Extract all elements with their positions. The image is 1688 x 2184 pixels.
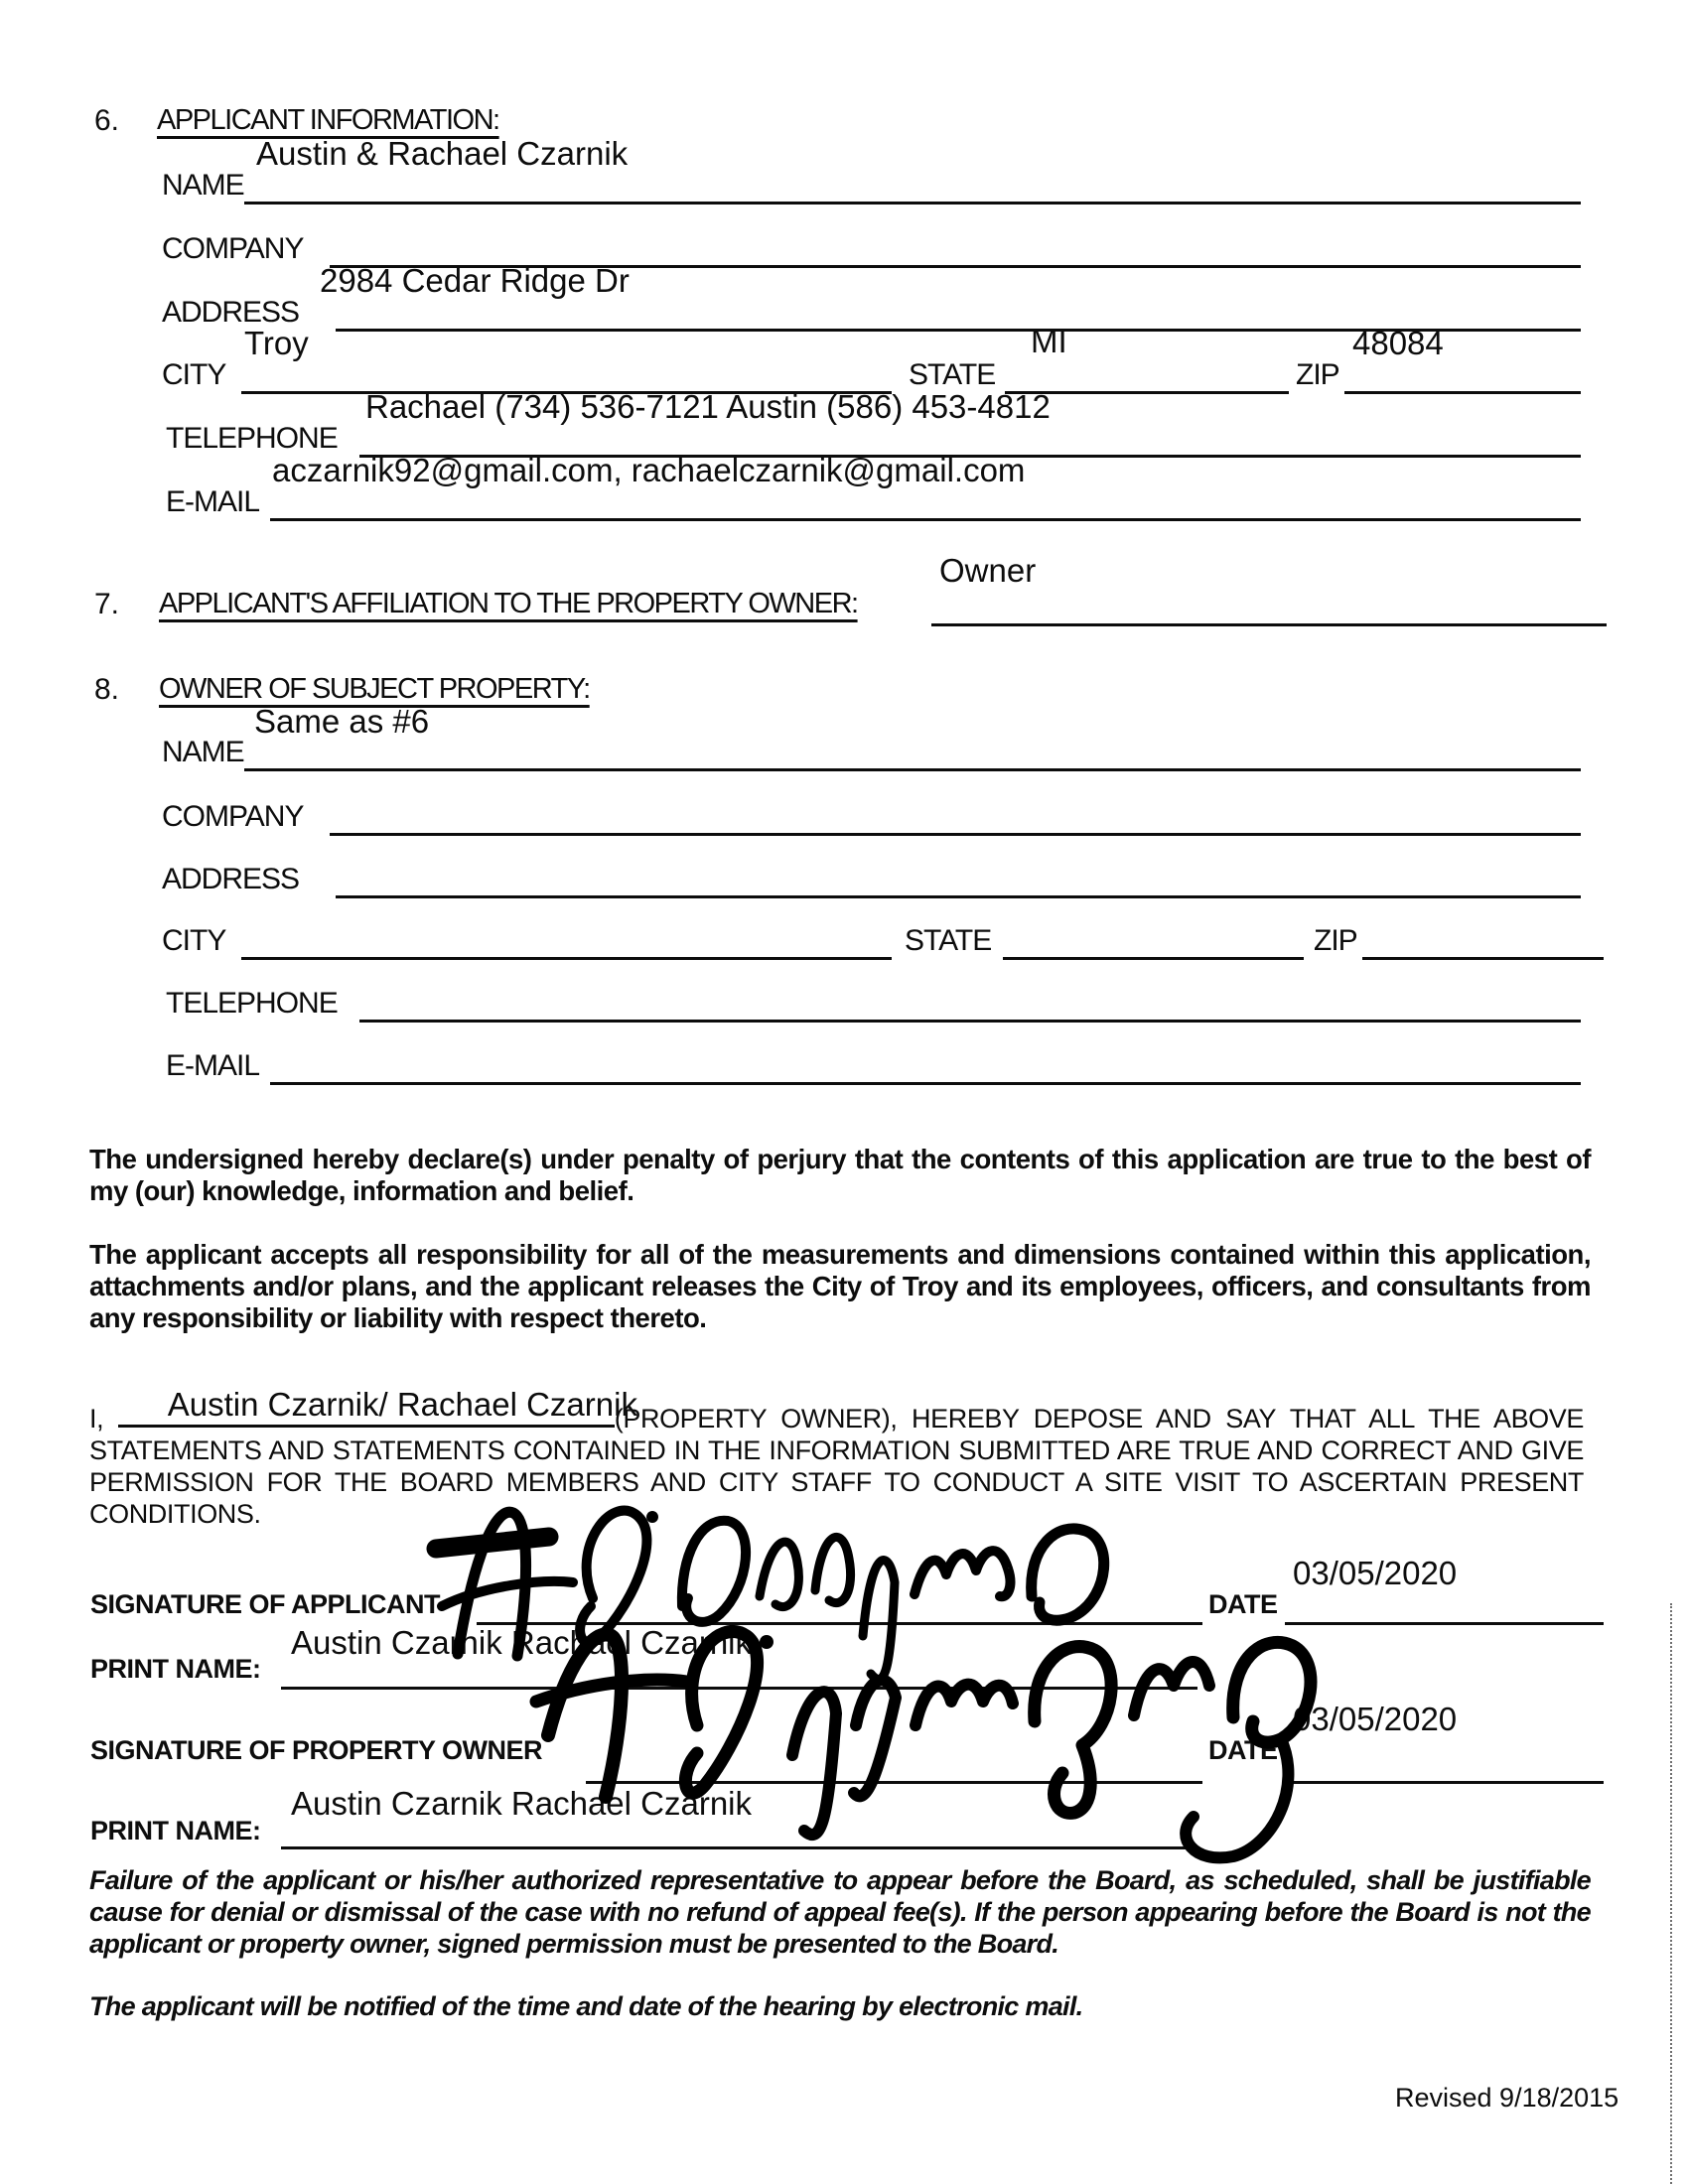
applicant-company-label: COMPANY (162, 232, 304, 265)
owner-email-line (270, 1082, 1581, 1085)
applicant-state-value: MI (1031, 323, 1067, 359)
owner-name-value: Same as #6 (254, 703, 430, 740)
section7-heading: APPLICANT'S AFFILIATION TO THE PROPERTY OWNER: (159, 588, 858, 619)
applicant-zip-value: 48084 (1352, 325, 1444, 361)
applicant-print-name-value: Austin Czarnik Rachael Czarnik (291, 1624, 753, 1661)
depose-prefix: I, (89, 1404, 104, 1433)
revised-date-stamp: Revised 9/18/2015 (1395, 2083, 1619, 2113)
property-owner-signature-image (536, 1606, 1360, 1889)
section8-heading: OWNER OF SUBJECT PROPERTY: (159, 673, 590, 705)
property-owner-print-name-label: PRINT NAME: (90, 1816, 261, 1845)
section7-number: 7. (94, 588, 120, 620)
applicant-address-value: 2984 Cedar Ridge Dr (320, 262, 630, 299)
scan-artifact-dotted-line (1670, 1603, 1672, 2184)
affiliation-line (931, 623, 1607, 626)
applicant-email-label: E-MAIL (166, 485, 260, 518)
applicant-name-label: NAME (162, 169, 244, 202)
owner-city-label: CITY (162, 924, 226, 957)
owner-address-label: ADDRESS (162, 863, 300, 895)
owner-company-label: COMPANY (162, 800, 304, 833)
applicant-name-value: Austin & Rachael Czarnik (256, 135, 629, 172)
owner-telephone-label: TELEPHONE (166, 987, 338, 1020)
owner-state-label: STATE (905, 924, 992, 957)
applicant-name-line (244, 202, 1581, 205)
owner-name-label: NAME (162, 736, 244, 768)
applicant-zip-label: ZIP (1296, 358, 1339, 391)
applicant-state-label: STATE (909, 358, 996, 391)
section8-number: 8. (94, 673, 120, 706)
applicant-date-label: DATE (1208, 1589, 1278, 1619)
applicant-address-label: ADDRESS (162, 296, 300, 329)
property-owner-name-value: Austin Czarnik/ Rachael Czarnik (167, 1386, 637, 1423)
owner-telephone-line (359, 1020, 1581, 1023)
applicant-city-value: Troy (244, 325, 309, 361)
applicant-city-label: CITY (162, 358, 226, 391)
owner-address-line (336, 895, 1581, 898)
property-owner-date-value: 03/05/2020 (1293, 1701, 1458, 1737)
owner-company-line (330, 833, 1581, 836)
signature-of-property-owner-label: SIGNATURE OF PROPERTY OWNER (90, 1735, 543, 1765)
failure-to-appear-paragraph: Failure of the applicant or his/her authorized representative to appear before the Board, as scheduled, shall be justifiable cause for denial or dismissal of the case with no refund of appeal fee(s). If the person appearing before the Board is not the applicant or property owner, signed permission must be presented to the Board. (89, 1865, 1591, 1959)
section6-heading: APPLICANT INFORMATION: (157, 104, 499, 136)
affiliation-value: Owner (939, 552, 1037, 589)
property-owner-print-name-value: Austin Czarnik Rachael Czarnik (291, 1785, 753, 1822)
owner-name-line (244, 768, 1581, 771)
responsibility-release-paragraph: The applicant accepts all responsibility for all of the measurements and dimensions contained within this application, attachments and/or plans, and the applicant releases the City of Troy and its employees, officers, and consultants from any responsibility or liability with respect thereto. (89, 1239, 1591, 1333)
property-owner-date-label: DATE (1208, 1735, 1278, 1765)
applicant-zip-line (1344, 391, 1581, 394)
applicant-date-value: 03/05/2020 (1293, 1555, 1458, 1591)
applicant-print-name-label: PRINT NAME: (90, 1654, 261, 1684)
owner-zip-line (1362, 957, 1604, 960)
perjury-declaration-paragraph: The undersigned hereby declare(s) under penalty of perjury that the contents of this application are true to the best of my (our) knowledge, information and belief. (89, 1144, 1591, 1206)
applicant-telephone-label: TELEPHONE (166, 422, 338, 455)
section6-number: 6. (94, 104, 120, 137)
owner-email-label: E-MAIL (166, 1049, 260, 1082)
hearing-notification-paragraph: The applicant will be notified of the time and date of the hearing by electronic mail. (89, 1991, 1083, 2021)
owner-city-line (241, 957, 892, 960)
property-owner-name-line (118, 1386, 637, 1428)
depose-body: (PROPERTY OWNER), HEREBY DEPOSE AND SAY THAT ALL THE ABOVE STATEMENTS AND STATEMENTS CONTAINED IN THE INFORMATION SUBMITTED ARE TRUE AND CORRECT AND GIVE PERMISSION FOR THE BOARD MEMBERS AND CITY STAFF TO CONDUCT A SITE VISIT TO ASCERTAIN PRESENT CONDITIONS. (89, 1404, 1584, 1529)
applicant-telephone-value: Rachael (734) 536-7121 Austin (586) 453-4812 (365, 388, 1051, 425)
applicant-email-line (270, 518, 1581, 521)
applicant-email-value: aczarnik92@gmail.com, rachaelczarnik@gmail.com (272, 452, 1026, 488)
owner-zip-label: ZIP (1314, 924, 1357, 957)
owner-state-line (1003, 957, 1304, 960)
signature-of-applicant-label: SIGNATURE OF APPLICANT (90, 1589, 440, 1619)
